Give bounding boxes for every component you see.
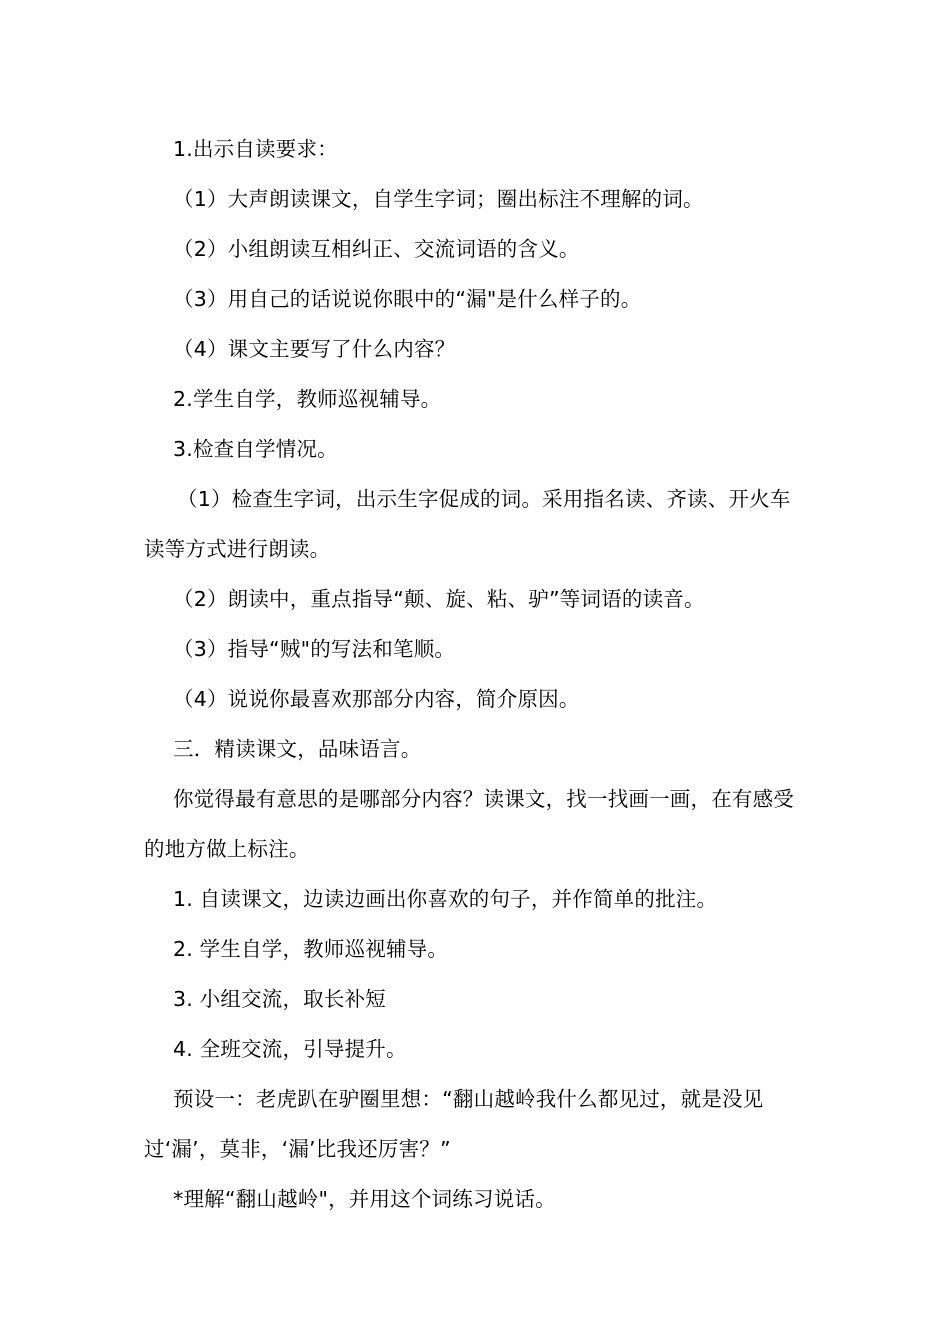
requirement-1: （1）大声朗读课文，自学生字词；圈出标注不理解的词。 (173, 187, 704, 211)
step-1-heading: 1.出示自读要求： (173, 137, 338, 161)
reading-step-1: 1. 自读课文，边读边画出你喜欢的句子，并作简单的批注。 (173, 887, 718, 911)
document-body (144, 124, 808, 1224)
requirement-2: （2）小组朗读互相纠正、交流词语的含义。 (173, 237, 580, 261)
check-item-1: （1）检查生字词，出示生字促成的词。采用指名读、齐读、开火车读等方式进行朗读。 (144, 487, 791, 561)
understand-phrase: *理解“翻山越岭"，并用这个词练习说话。 (173, 1187, 556, 1211)
check-item-2: （2）朗读中，重点指导“颠、旋、粘、驴”等词语的读音。 (173, 587, 705, 611)
step-3-heading: 3.检查自学情况。 (173, 437, 338, 461)
requirement-3: （3）用自己的话说说你眼中的“漏"是什么样子的。 (173, 287, 642, 311)
reading-step-2: 2. 学生自学，教师巡视辅导。 (173, 937, 449, 961)
reading-step-4: 4. 全班交流，引导提升。 (173, 1037, 407, 1061)
section-3-question: 你觉得最有意思的是哪部分内容？读课文，找一找画一画，在有感受的地方做上标注。 (144, 787, 794, 861)
reading-step-3: 3. 小组交流，取长补短 (173, 987, 386, 1011)
preset-1: 预设一：老虎趴在驴圈里想：“翻山越岭我什么都见过，就是没见过‘漏’，莫非，‘漏’比我还厉害？” (144, 1087, 764, 1161)
section-3-heading: 三．精读课文，品味语言。 (173, 737, 422, 761)
requirement-4: （4）课文主要写了什么内容？ (173, 337, 456, 361)
check-item-3: （3）指导“贼"的写法和笔顺。 (173, 637, 456, 661)
check-item-4: （4）说说你最喜欢那部分内容，简介原因。 (173, 687, 580, 711)
step-2: 2.学生自学，教师巡视辅导。 (173, 387, 442, 411)
